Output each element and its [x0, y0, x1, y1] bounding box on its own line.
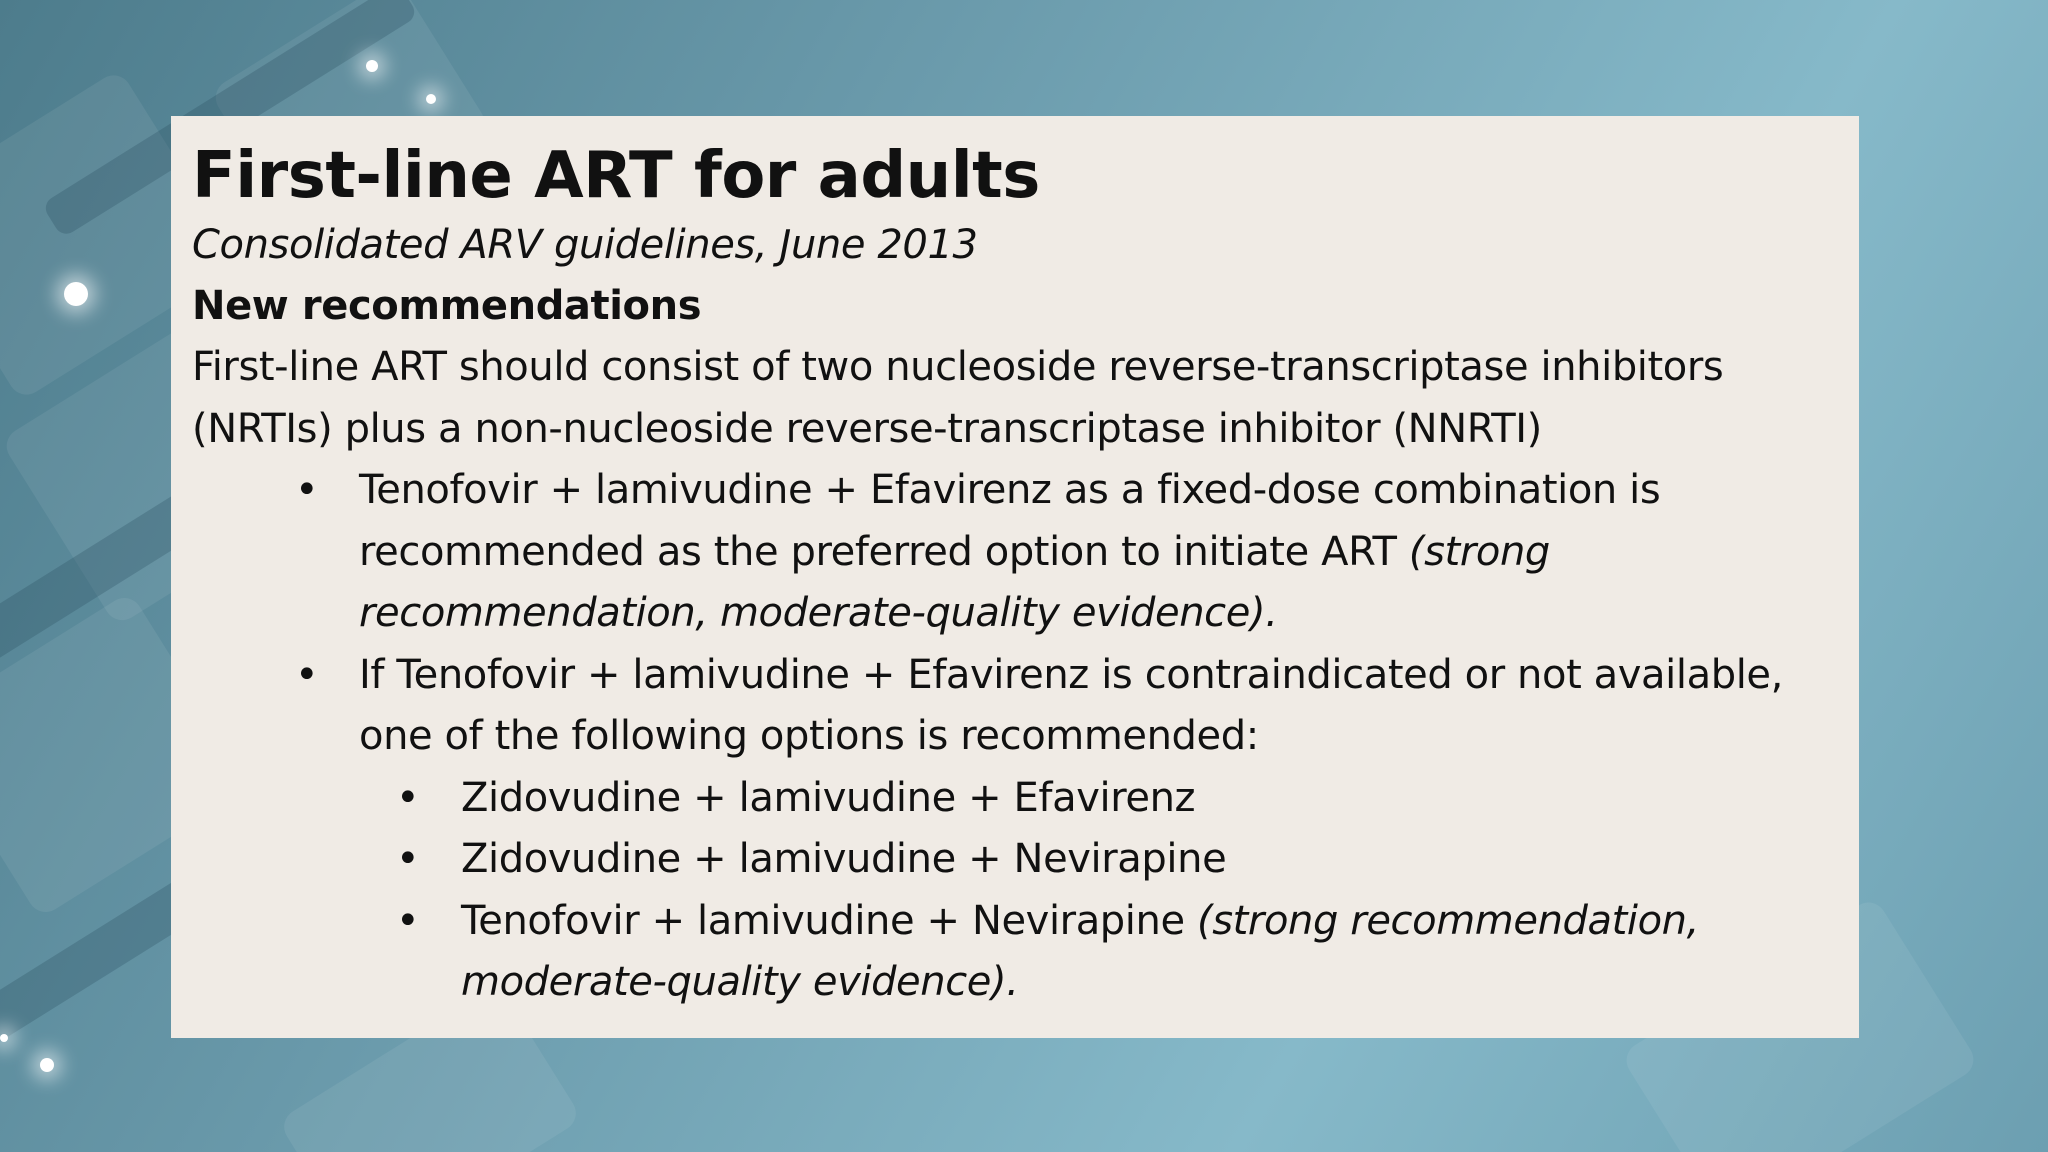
intro-line: First-line ART should consist of two nucleoside reverse-transcriptase inhibitors	[192, 344, 1724, 390]
option-text: Zidovudine + lamivudine + Efavirenz	[461, 774, 1196, 821]
list-item	[295, 645, 1839, 1014]
list-item	[295, 460, 1839, 645]
bullet-text: Tenofovir + lamivudine + Efavirenz as a fixed-dose combination is recommended as the preferred option to initiate ART	[359, 467, 1661, 575]
light-dot	[0, 1034, 8, 1042]
content-panel	[171, 116, 1859, 1038]
evidence-note: (strong recommendation, moderate-quality evidence).	[359, 528, 1550, 636]
light-dot	[40, 1058, 54, 1072]
option-text: Zidovudine + lamivudine + Nevirapine	[461, 836, 1227, 882]
slide-subtitle: Consolidated ARV guidelines, June 2013	[192, 222, 978, 268]
option-text: Tenofovir + lamivudine + Nevirapine	[461, 897, 1197, 944]
light-dot	[426, 94, 436, 104]
list-item	[396, 829, 1839, 891]
evidence-note: (strong recommendation, moderate-quality evidence).	[461, 897, 1699, 1005]
list-item	[396, 891, 1839, 1014]
light-dot	[366, 60, 378, 72]
recommendation-list	[295, 460, 1839, 1014]
slide-title: First-line ART for adults	[192, 139, 1040, 213]
bullet-text: If Tenofovir + lamivudine + Efavirenz is contraindicated or not available, one of the following options is recommended:	[359, 651, 1783, 759]
section-heading: New recommendations	[192, 283, 702, 329]
alternative-options-list	[396, 768, 1839, 1014]
list-item	[396, 768, 1839, 830]
intro-line: (NRTIs) plus a non-nucleoside reverse-transcriptase inhibitor (NNRTI)	[192, 405, 1542, 452]
light-dot	[64, 282, 88, 306]
